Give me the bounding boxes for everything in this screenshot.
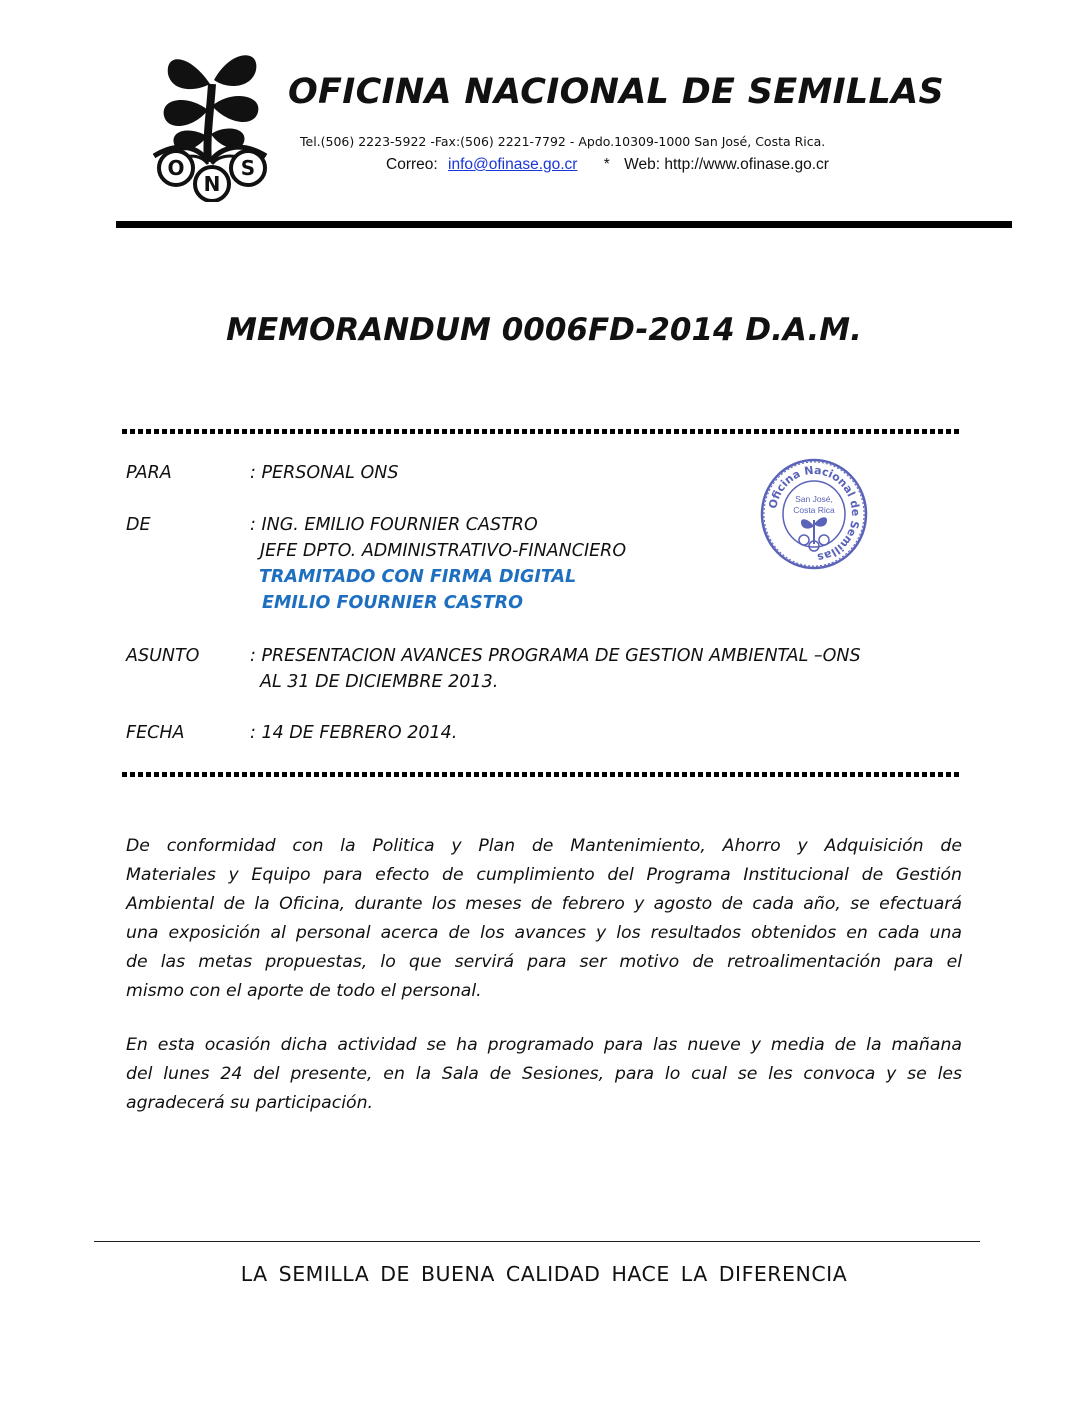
footer-motto: LA SEMILLA DE BUENA CALIDAD HACE LA DIFERENCIA [240,1262,848,1286]
de-value-line-2: JEFE DPTO. ADMINISTRATIVO-FINANCIERO [260,541,627,561]
paragraph-1-line: mismo con el aporte de todo el personal. [126,981,482,1001]
para-value: : PERSONAL ONS [250,463,399,483]
official-seal-icon [758,456,870,572]
header-rule [116,221,1012,228]
paragraph-1-line: Ambiental de la Oficina, durante los meses de febrero y agosto de cada año, se efectuará [126,894,962,914]
de-label: DE [126,515,151,535]
paragraph-1-line: De conformidad con la Politica y Plan de Mantenimiento, Ahorro y Adquisición de [126,836,962,856]
svg-text:N: N [203,172,221,196]
de-value-line-1: : ING. EMILIO FOURNIER CASTRO [250,515,538,535]
asunto-value-line-2: AL 31 DE DICIEMBRE 2013. [260,672,499,692]
fecha-value: : 14 DE FEBRERO 2014. [250,723,458,743]
svg-text:O: O [167,156,185,180]
web-separator: * [603,156,610,173]
seal-center-line-2: Costa Rica [793,505,835,515]
footer-rule [94,1241,980,1242]
paragraph-1-line: de las metas propuestas, lo que servirá para ser motivo de retroalimentación para el [126,952,962,972]
web-line [386,156,829,174]
paragraph-2-line: agradecerá su participación. [126,1093,374,1113]
para-label: PARA [126,463,172,483]
dotted-separator-bottom [122,772,962,777]
digital-signature-line-2: EMILIO FOURNIER CASTRO [262,593,523,613]
body-paragraph-2 [126,1031,962,1118]
email-link[interactable]: info@ofinase.go.cr [448,156,578,173]
body-paragraph-1 [126,832,962,1006]
dotted-separator-top [122,429,962,434]
svg-text:S: S [240,156,256,180]
memo-title: MEMORANDUM 0006FD-2014 D.A.M. [226,312,862,348]
contact-line: Tel.(506) 2223-5922 -Fax:(506) 2221-7792 - Apdo.10309-1000 San José, Costa Rica. [300,134,826,149]
seed-plant-logo-icon [150,44,272,202]
seal-center-line-1: San José, [795,494,833,504]
asunto-value-line-1: : PRESENTACION AVANCES PROGRAMA DE GESTION AMBIENTAL –ONS [250,646,861,666]
digital-signature-line-1: TRAMITADO CON FIRMA DIGITAL [259,567,577,587]
paragraph-2-line: del lunes 24 del presente, en la Sala de Sesiones, para lo cual se les convoca y se les [126,1064,962,1084]
asunto-label: ASUNTO [126,646,200,666]
fecha-label: FECHA [126,723,185,743]
organization-name: OFICINA NACIONAL DE SEMILLAS [288,72,945,112]
paragraph-1-line: una exposición al personal acerca de los avances y los resultados obtenidos en cada una [126,923,962,943]
paragraph-2-line: En esta ocasión dicha actividad se ha programado para las nueve y media de la mañana [126,1035,962,1055]
email-label: Correo: [386,156,438,173]
seal-ring-text: Oficina Nacional de Semillas [766,463,863,564]
web-label: Web: http://www.ofinase.go.cr [624,156,829,173]
paragraph-1-line: Materiales y Equipo para efecto de cumplimiento del Programa Institucional de Gestión [126,865,962,885]
